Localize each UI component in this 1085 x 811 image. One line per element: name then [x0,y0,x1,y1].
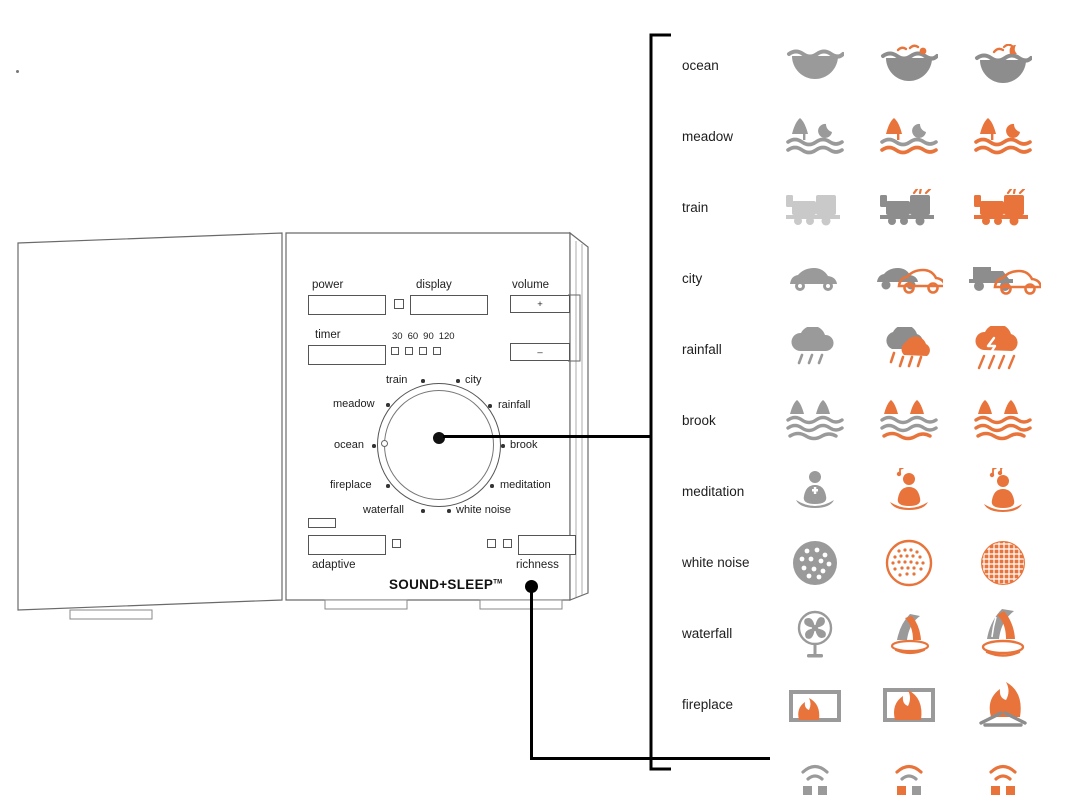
ocean-icon-level2 [862,44,956,88]
power-button[interactable] [308,295,386,315]
richness-connector-vertical [530,585,533,760]
dial-mode-white-noise: white noise [456,504,512,516]
waterfall-icon-level3 [956,607,1050,661]
brand-text: SOUND+SLEEP [389,577,494,592]
brand-wordmark [389,577,502,592]
icon-matrix [648,30,1068,790]
fireplace-icon-level1 [768,682,862,728]
dial-mode-meditation: meditation [500,479,551,491]
city-icon-level3 [956,261,1050,297]
fireplace-icon-level2 [862,682,956,728]
volume-bracket [566,293,626,363]
timer-indicator-90 [419,347,427,355]
matrix-row [648,243,1068,314]
row-label-train: train [682,200,709,215]
matrix-row [648,527,1068,598]
timer-button[interactable] [308,345,386,365]
dial-dot-rainfall [488,404,492,408]
timer-value-90: 90 [423,331,434,342]
timer-indicator-30 [391,347,399,355]
train-icon-level1 [768,189,862,227]
waterfall-icon-level2 [862,608,956,660]
volume-label: volume [512,279,550,291]
dial-dot-waterfall [421,509,425,513]
brand-tm: TM [493,579,503,586]
row-label-waterfall: waterfall [682,626,733,641]
richness-connector-dot [525,580,538,593]
row-label-fireplace: fireplace [682,697,734,712]
timer-value-60: 60 [407,331,419,342]
sound-selector-dial-marker [381,440,388,447]
row-label-brook: brook [682,413,716,428]
dial-connector-line [443,435,650,438]
volume-down-button[interactable] [510,343,570,361]
signal-icon-level1 [768,754,862,798]
matrix-row [648,456,1068,527]
meditation-icon-level3 [956,468,1050,516]
brook-icon-level3 [956,398,1050,444]
richness-label: richness [516,559,559,571]
timer-values [392,331,455,342]
row-label-city: city [682,271,703,286]
adaptive-button[interactable] [308,535,386,555]
sound-selector-dial-hub [433,432,445,444]
timer-value-30: 30 [392,331,403,342]
row-label-meditation: meditation [682,484,745,499]
dial-mode-waterfall: waterfall [363,504,404,516]
matrix-row [648,101,1068,172]
row-label-white-noise: white noise [682,555,750,570]
row-label-ocean: ocean [682,58,719,73]
registration-dot [16,70,19,73]
power-label: power [312,279,344,291]
power-indicator [394,299,404,309]
meadow-icon-level2 [862,112,956,162]
matrix-row [648,669,1068,740]
richness-indicator-2 [503,539,512,548]
signal-icon-level2 [862,754,956,798]
meditation-icon-level2 [862,468,956,516]
dial-mode-rainfall: rainfall [498,399,531,411]
dial-dot-fireplace [386,484,390,488]
dial-mode-city: city [465,374,482,386]
timer-indicator-60 [405,347,413,355]
volume-up-button[interactable] [510,295,570,313]
matrix-row [648,314,1068,385]
timer-value-120: 120 [438,331,455,342]
volume-up-glyph: + [537,298,543,310]
richness-indicator-1 [487,539,496,548]
dial-dot-white-noise [447,509,451,513]
timer-label: timer [315,329,341,341]
dial-mode-ocean: ocean [334,439,364,451]
dial-mode-meadow: meadow [333,398,375,410]
white-noise-icon-level3 [956,537,1050,589]
white-noise-icon-level1 [768,537,862,589]
volume-down-glyph: – [537,346,543,358]
dial-dot-ocean [372,444,376,448]
matrix-row [648,172,1068,243]
adaptive-indicator [392,539,401,548]
matrix-row [648,598,1068,669]
display-button[interactable] [410,295,488,315]
brook-icon-level2 [862,398,956,444]
dial-mode-fireplace: fireplace [330,479,372,491]
dial-dot-train [421,379,425,383]
dial-mode-brook: brook [510,439,538,451]
white-noise-icon-level2 [862,537,956,589]
row-label-rainfall: rainfall [682,342,722,357]
rainfall-icon-level1 [768,327,862,373]
waterfall-icon-level1 [768,608,862,660]
matrix-row [648,385,1068,456]
richness-button[interactable] [518,535,576,555]
adaptive-label: adaptive [312,559,356,571]
dial-dot-city [456,379,460,383]
ocean-icon-level3 [956,44,1050,88]
dial-mode-train: train [386,374,408,386]
train-icon-level2 [862,189,956,227]
dial-dot-meadow [386,403,390,407]
display-label: display [416,279,452,291]
fireplace-icon-level3 [956,681,1050,729]
city-icon-level1 [768,262,862,296]
row-label-meadow: meadow [682,129,734,144]
rainfall-icon-level3 [956,326,1050,374]
dial-dot-meditation [490,484,494,488]
dial-dot-brook [501,444,505,448]
ocean-icon-level1 [768,44,862,88]
sound-selector-dial-inner [384,390,494,500]
rainfall-icon-level2 [862,327,956,373]
timer-indicator-120 [433,347,441,355]
meadow-icon-level3 [956,112,1050,162]
meditation-icon-level1 [768,468,862,516]
meadow-icon-level1 [768,112,862,162]
matrix-row [648,30,1068,101]
signal-icon-level3 [956,754,1050,798]
city-icon-level2 [862,262,956,296]
matrix-row [648,740,1068,811]
train-icon-level3 [956,189,1050,227]
adaptive-slot [308,518,336,528]
brook-icon-level1 [768,398,862,444]
device-illustration [10,225,630,625]
